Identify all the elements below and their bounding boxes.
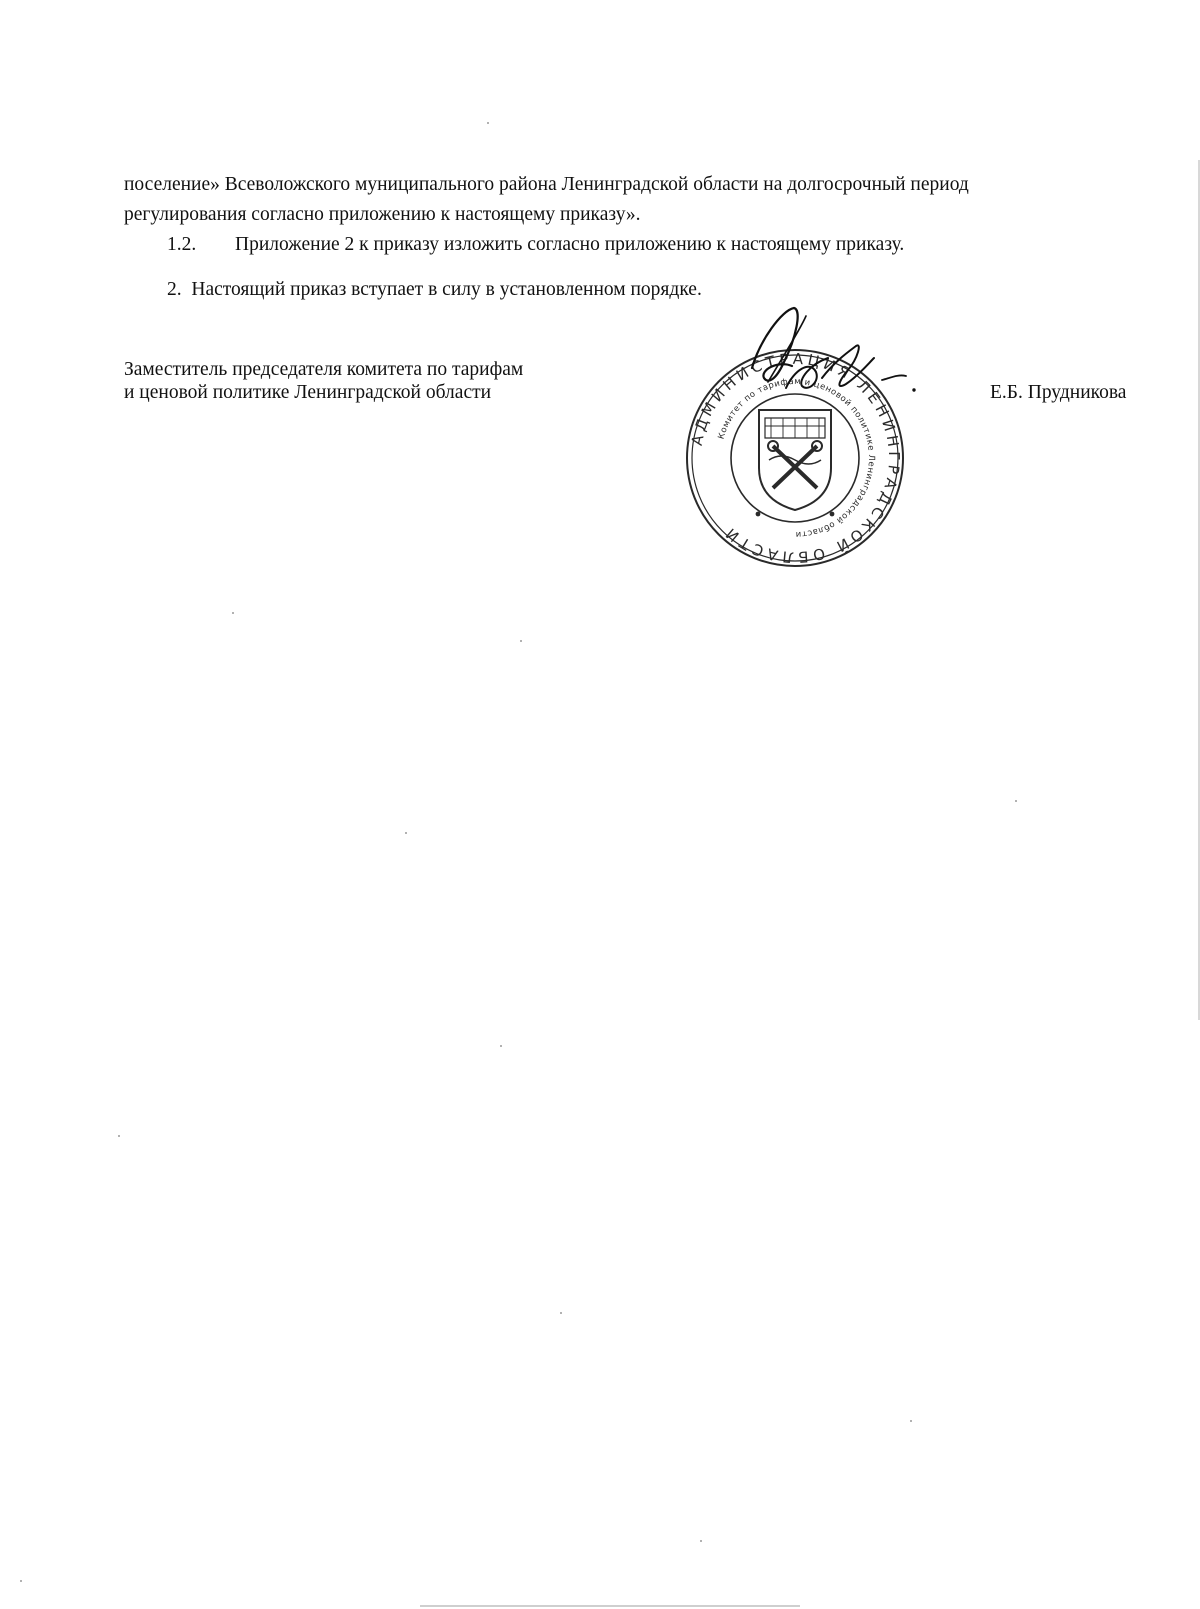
seal-outer-text: АДМИНИСТРАЦИЯ ЛЕНИНГРАДСКОЙ ОБЛАСТИ (687, 349, 904, 567)
scan-edge-bottom (420, 1605, 800, 1607)
signature-position-line-2: и ценовой политике Ленинградской области (124, 382, 492, 403)
item-1-2-text: Приложение 2 к приказу изложить согласно приложению к настоящему приказу. (235, 234, 905, 255)
seal-inner-text: Комитет по тарифам и ценовой политике Ленинградской области (716, 376, 877, 540)
scan-speck (405, 832, 407, 834)
coat-of-arms-icon (759, 410, 831, 510)
item-2 (124, 275, 1164, 305)
scan-speck (520, 640, 522, 642)
item-2-number: 2. (167, 279, 182, 300)
seal-dot (756, 512, 761, 517)
scan-speck (910, 1420, 912, 1422)
scan-speck (232, 612, 234, 614)
item-1-2-number: 1.2. (167, 234, 197, 255)
official-seal-stamp (660, 300, 930, 570)
signature-position-line-1: Заместитель председателя комитета по тарифам (124, 359, 524, 380)
seal-dot (830, 512, 835, 517)
body-line-1: поселение» Всеволожского муниципального района Ленинградской области на долгосрочный период (124, 174, 969, 195)
scan-speck (560, 1312, 562, 1314)
scan-speck (1015, 800, 1017, 802)
signer-name: Е.Б. Прудникова (990, 382, 1127, 403)
scan-speck (487, 122, 489, 124)
document-body (124, 170, 1164, 305)
scan-speck (500, 1045, 502, 1047)
body-line-2: регулирования согласно приложению к настоящему приказу». (124, 204, 641, 225)
item-2-text: Настоящий приказ вступает в силу в установленном порядке. (191, 279, 702, 300)
scan-speck (118, 1135, 120, 1137)
item-1-2 (124, 230, 1164, 260)
scan-speck (700, 1540, 702, 1542)
signature-position (124, 358, 523, 404)
handwritten-signature (752, 308, 915, 391)
scan-speck (20, 1580, 22, 1582)
